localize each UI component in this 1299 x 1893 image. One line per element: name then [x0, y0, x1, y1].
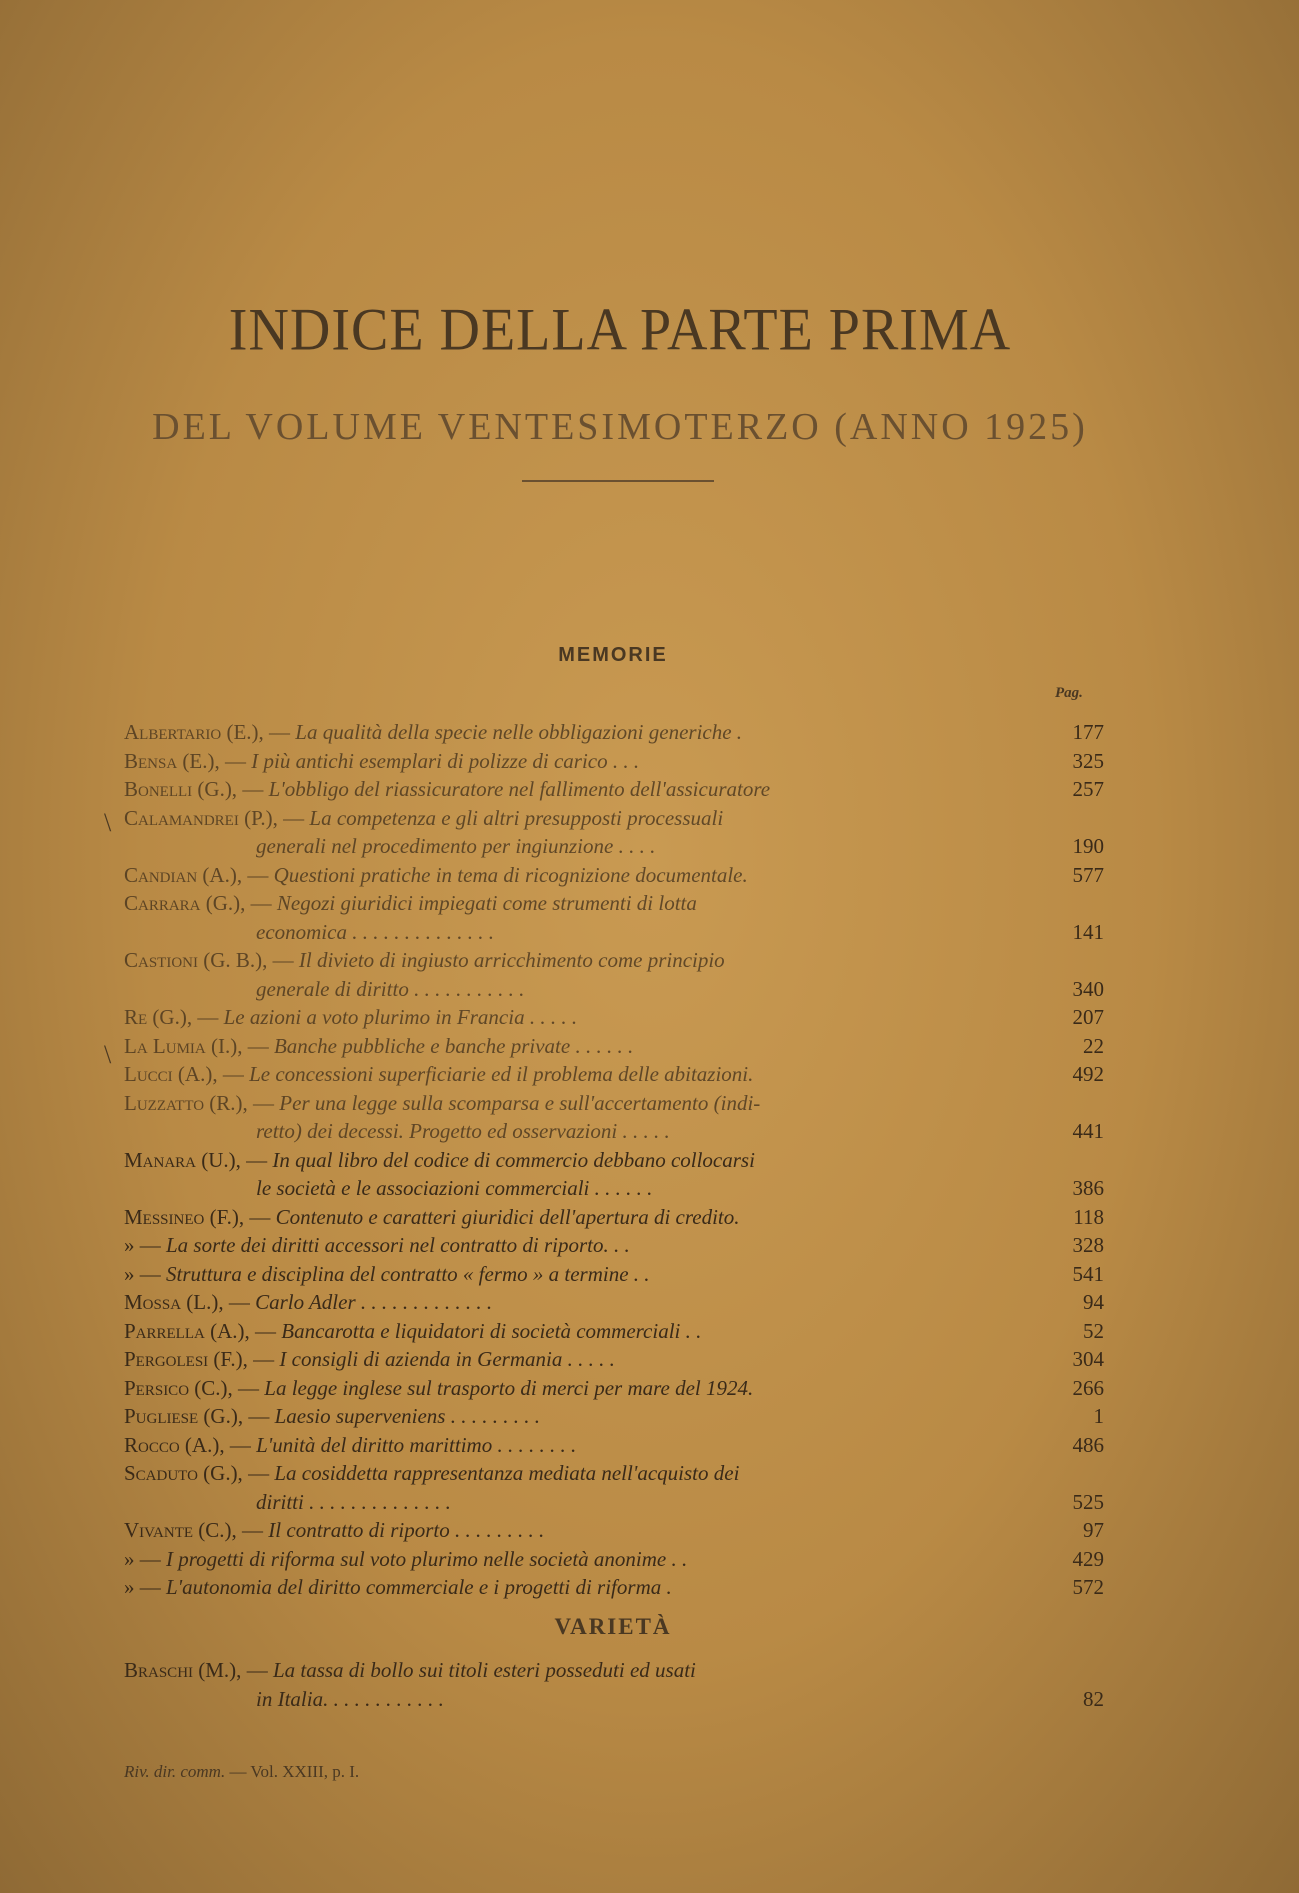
index-entry — [124, 747, 1104, 776]
entry-page-number: 82 — [1083, 1686, 1104, 1711]
entry-first-line: Pergolesi (F.), — I consigli di azienda in Germania . . . . . — [124, 1347, 615, 1371]
entry-title-text: Contenuto e caratteri giuridici dell'apertura di credito. — [275, 1204, 740, 1229]
entry-continuation-line — [124, 832, 1014, 861]
entry-title-text: In qual libro del codice di commercio debbano collocarsi — [272, 1147, 755, 1172]
entry-title-text: La cosiddetta rappresentanza mediata nell'acquisto dei — [274, 1461, 740, 1485]
entry-page-number: 141 — [1072, 919, 1104, 944]
title-divider — [522, 480, 714, 482]
entry-first-line: Scaduto (G.), — La cosiddetta rappresentanza mediata nell'acquisto dei — [124, 1461, 740, 1485]
entry-title-text: La sorte dei diritti accessori nel contratto di riporto. . . — [166, 1233, 630, 1257]
entry-title-text: Questioni pratiche in tema di ricognizione documentale. — [273, 862, 748, 887]
entry-author: Luzzatto (R.), — [124, 1090, 248, 1115]
index-entry — [124, 1459, 1104, 1516]
index-entry — [124, 775, 1104, 804]
entry-page-number: 94 — [1083, 1290, 1104, 1314]
entry-first-line: » — L'autonomia del diritto commerciale e i progetti di riforma . — [124, 1575, 672, 1599]
entry-author: Persico (C.), — [124, 1375, 233, 1400]
entry-first-line: Messineo (F.), — Contenuto e caratteri giuridici dell'apertura di credito. — [124, 1204, 740, 1229]
entry-continuation-line — [124, 975, 1014, 1004]
entry-page-number: 325 — [1072, 748, 1104, 773]
index-entry — [124, 1545, 1104, 1574]
footer-journal: Riv. dir. comm. — [124, 1762, 226, 1781]
entry-page-number: 52 — [1083, 1318, 1104, 1343]
index-entry — [124, 1573, 1104, 1602]
entry-author: Scaduto (G.), — [124, 1461, 243, 1485]
entry-first-line: Vivante (C.), — Il contratto di riporto . . . . . . . . . — [124, 1518, 545, 1542]
entry-author: Rocco (A.), — [124, 1432, 225, 1457]
index-entry — [124, 1345, 1104, 1374]
entry-author: Carrara (G.), — [124, 891, 246, 915]
entry-author: Braschi (M.), — [124, 1658, 242, 1682]
entry-title-text: in Italia. . . . . . . . . . . . — [256, 1686, 444, 1711]
entry-page-number: 97 — [1083, 1518, 1104, 1542]
entry-title-text: Il divieto di ingiusto arricchimento come principio — [298, 948, 725, 972]
entry-page-number: 486 — [1072, 1432, 1104, 1457]
index-entry — [124, 1089, 1104, 1146]
entry-author: Bonelli (G.), — [124, 777, 238, 801]
entry-page-number: 525 — [1072, 1489, 1104, 1514]
entry-first-line: Mossa (L.), — Carlo Adler . . . . . . . . . . . . . — [124, 1290, 493, 1314]
entry-page-number: 118 — [1073, 1204, 1104, 1229]
index-entry — [124, 1402, 1104, 1431]
entry-author: » — [124, 1261, 135, 1286]
entry-first-line: Pugliese (G.), — Laesio superveniens . . . . . . . . . — [124, 1404, 540, 1428]
index-entry — [124, 718, 1104, 747]
section-heading-memorie: MEMORIE — [558, 644, 668, 666]
entry-title-text: L'obbligo del riassicuratore nel fallimento dell'assicuratore — [268, 777, 771, 801]
entry-title-text: L'unità del diritto marittimo . . . . . . . . — [256, 1432, 577, 1457]
entry-author: Castioni (G. B.), — [124, 948, 268, 972]
entry-page-number: 177 — [1072, 720, 1104, 744]
entry-author: Calamandrei (P.), — [124, 805, 278, 830]
handwritten-mark: \ — [104, 808, 112, 837]
entry-page-number: 492 — [1072, 1062, 1104, 1086]
entry-title-text: I più antichi esemplari di polizze di carico . . . — [251, 748, 640, 773]
entry-title-text: I progetti di riforma sul voto plurimo nelle società anonime . . — [166, 1546, 688, 1571]
entry-title-text: Le azioni a voto plurimo in Francia . . . . . — [223, 1005, 578, 1029]
index-entry — [124, 861, 1104, 890]
entry-author: Albertario (E.), — [124, 720, 264, 744]
entry-page-number: 572 — [1072, 1575, 1104, 1599]
entry-author: Vivante (C.), — [124, 1518, 237, 1542]
section-heading-varieta: VARIETÀ — [554, 1614, 672, 1639]
entry-first-line: Castioni (G. B.), — Il divieto di ingiusto arricchimento come principio — [124, 948, 725, 972]
entry-page-number: 340 — [1072, 976, 1104, 1001]
page-column-label: Pag. — [1055, 685, 1083, 701]
index-entry — [124, 1656, 1104, 1713]
entry-first-line: » — I progetti di riforma sul voto plurimo nelle società anonime . . — [124, 1546, 688, 1571]
entry-page-number: 386 — [1072, 1176, 1104, 1200]
index-entry — [124, 1003, 1104, 1032]
index-entry — [124, 1288, 1104, 1317]
entry-author: Lucci (A.), — [124, 1062, 218, 1086]
entry-author: Pergolesi (F.), — [124, 1347, 248, 1371]
entry-page-number: 541 — [1072, 1261, 1104, 1286]
entry-author: » — [124, 1233, 135, 1257]
entry-title-text: economica . . . . . . . . . . . . . . — [256, 919, 494, 944]
entry-page-number: 429 — [1072, 1546, 1104, 1571]
entry-page-number: 22 — [1083, 1033, 1104, 1058]
index-entry — [124, 1516, 1104, 1545]
entry-title-text: Per una legge sulla scomparsa e sull'accertamento (indi- — [279, 1090, 761, 1115]
index-entry — [124, 1431, 1104, 1460]
entry-first-line: Bensa (E.), — I più antichi esemplari di polizze di carico . . . — [124, 748, 640, 773]
entry-title-text: Laesio superveniens . . . . . . . . . — [274, 1404, 540, 1428]
entry-first-line: Rocco (A.), — L'unità del diritto marittimo . . . . . . . . — [124, 1432, 577, 1457]
entry-title-text: Bancarotta e liquidatori di società commerciali . . — [281, 1318, 702, 1343]
handwritten-mark: \ — [104, 1040, 112, 1069]
entry-title-text: diritti . . . . . . . . . . . . . . — [256, 1489, 451, 1514]
entry-first-line: Braschi (M.), — La tassa di bollo sui titoli esteri posseduti ed usati — [124, 1658, 696, 1682]
entry-author: » — [124, 1546, 135, 1571]
entry-first-line: Persico (C.), — La legge inglese sul trasporto di merci per mare del 1924. — [124, 1375, 754, 1400]
index-entry — [124, 889, 1104, 946]
entry-page-number: 257 — [1072, 777, 1104, 801]
entry-title-text: retto) dei decessi. Progetto ed osservazioni . . . . . — [256, 1119, 670, 1143]
entry-title-text: Le concessioni superficiarie ed il problema delle abitazioni. — [249, 1062, 754, 1086]
memorie-index-list — [124, 718, 1104, 1602]
index-entry — [124, 1374, 1104, 1403]
index-entry — [124, 1231, 1104, 1260]
entry-first-line: Bonelli (G.), — L'obbligo del riassicuratore nel fallimento dell'assicuratore — [124, 777, 771, 801]
footer-volume: — Vol. XXIII, p. I. — [229, 1762, 360, 1781]
entry-first-line: Candian (A.), — Questioni pratiche in tema di ricognizione documentale. — [124, 862, 748, 887]
entry-title-text: le società e le associazioni commerciali . . . . . . — [256, 1176, 653, 1200]
index-entry — [124, 946, 1104, 1003]
entry-continuation-line — [124, 1117, 1014, 1146]
entry-title-text: La tassa di bollo sui titoli esteri posseduti ed usati — [272, 1658, 696, 1682]
entry-first-line: Parrella (A.), — Bancarotta e liquidatori di società commerciali . . — [124, 1318, 702, 1343]
entry-author: Pugliese (G.), — [124, 1404, 244, 1428]
index-entry — [124, 1260, 1104, 1289]
entry-author: Messineo (F.), — [124, 1204, 245, 1229]
page-title: INDICE DELLA PARTE PRIMA — [228, 296, 1012, 364]
entry-title-text: Banche pubbliche e banche private . . . . . . — [273, 1033, 634, 1058]
entry-page-number: 190 — [1072, 834, 1104, 858]
entry-continuation-line — [124, 1174, 1014, 1203]
entry-title-text: generali nel procedimento per ingiunzione . . . . — [256, 834, 656, 858]
entry-page-number: 1 — [1093, 1404, 1104, 1428]
entry-title-text: La legge inglese sul trasporto di merci per mare del 1924. — [264, 1375, 754, 1400]
entry-title-text: Carlo Adler . . . . . . . . . . . . . — [255, 1290, 493, 1314]
entry-first-line: Calamandrei (P.), — La competenza e gli altri presupposti processuali — [124, 805, 724, 830]
entry-author: » — [124, 1575, 135, 1599]
entry-first-line: Manara (U.), — In qual libro del codice di commercio debbano collocarsi — [124, 1147, 755, 1172]
entry-author: Mossa (L.), — [124, 1290, 224, 1314]
varieta-index-list — [124, 1656, 1104, 1713]
entry-first-line: » — Struttura e disciplina del contratto « fermo » a termine . . — [124, 1261, 650, 1286]
index-entry — [124, 1203, 1104, 1232]
page-subtitle: DEL VOLUME VENTESIMOTERZO (ANNO 1925) — [152, 406, 1088, 448]
entry-page-number: 441 — [1072, 1119, 1104, 1143]
entry-continuation-line — [124, 918, 1014, 947]
entry-page-number: 328 — [1072, 1233, 1104, 1257]
entry-title-text: generale di diritto . . . . . . . . . . . — [256, 976, 525, 1001]
entry-first-line: Re (G.), — Le azioni a voto plurimo in Francia . . . . . — [124, 1005, 578, 1029]
entry-first-line: Albertario (E.), — La qualità della specie nelle obbligazioni generiche . — [124, 720, 743, 744]
entry-author: Re (G.), — [124, 1005, 193, 1029]
entry-author: Parrella (A.), — [124, 1318, 250, 1343]
index-entry — [124, 804, 1104, 861]
entry-author: Manara (U.), — [124, 1147, 241, 1172]
entry-title-text: I consigli di azienda in Germania . . . . . — [279, 1347, 615, 1371]
footer-citation — [124, 1762, 359, 1782]
index-entry — [124, 1060, 1104, 1089]
entry-author: La Lumia (I.), — [124, 1033, 243, 1058]
entry-title-text: L'autonomia del diritto commerciale e i progetti di riforma . — [166, 1575, 672, 1599]
entry-title-text: La qualità della specie nelle obbligazioni generiche . — [295, 720, 743, 744]
entry-page-number: 266 — [1072, 1375, 1104, 1400]
index-entry — [124, 1032, 1104, 1061]
entry-page-number: 207 — [1072, 1005, 1104, 1029]
entry-continuation-line — [124, 1685, 1014, 1714]
entry-first-line: La Lumia (I.), — Banche pubbliche e banche private . . . . . . — [124, 1033, 634, 1058]
entry-title-text: Struttura e disciplina del contratto « fermo » a termine . . — [166, 1261, 650, 1286]
entry-page-number: 304 — [1072, 1347, 1104, 1371]
entry-first-line: Lucci (A.), — Le concessioni superficiarie ed il problema delle abitazioni. — [124, 1062, 754, 1086]
index-entry — [124, 1146, 1104, 1203]
entry-page-number: 577 — [1072, 862, 1104, 887]
entry-author: Bensa (E.), — [124, 748, 220, 773]
entry-first-line: Carrara (G.), — Negozi giuridici impiegati come strumenti di lotta — [124, 891, 697, 915]
entry-title-text: Negozi giuridici impiegati come strumenti di lotta — [276, 891, 697, 915]
entry-first-line: Luzzatto (R.), — Per una legge sulla scomparsa e sull'accertamento (indi- — [124, 1090, 761, 1115]
index-entry — [124, 1317, 1104, 1346]
entry-author: Candian (A.), — [124, 862, 243, 887]
entry-continuation-line — [124, 1488, 1014, 1517]
entry-title-text: La competenza e gli altri presupposti processuali — [309, 805, 724, 830]
entry-first-line: » — La sorte dei diritti accessori nel contratto di riporto. . . — [124, 1233, 630, 1257]
entry-title-text: Il contratto di riporto . . . . . . . . . — [268, 1518, 545, 1542]
